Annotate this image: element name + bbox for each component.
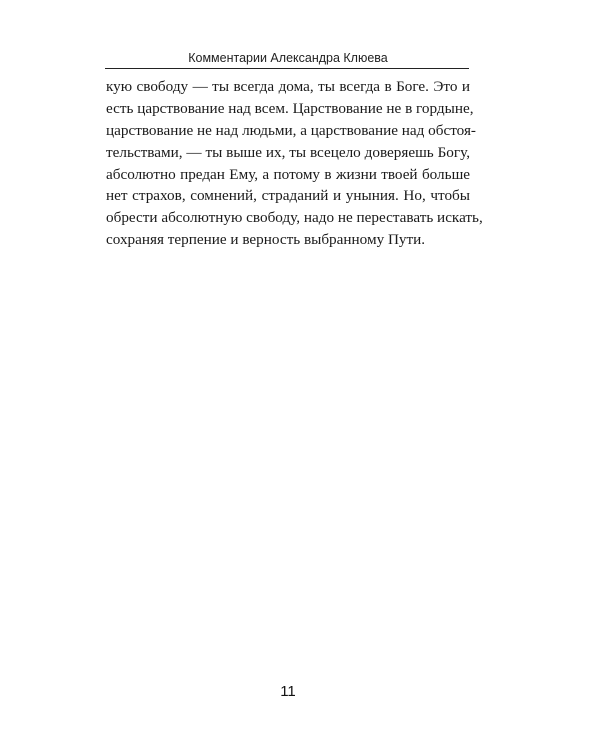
page-number: 11 bbox=[280, 683, 296, 700]
text-line: тельствами, — ты выше их, ты всецело доверяешь Богу, bbox=[106, 143, 470, 161]
text-line: царствование не над людьми, а царствование над обстоя- bbox=[106, 121, 476, 139]
text-line: сохраняя терпение и верность выбранному Пути. bbox=[106, 231, 426, 249]
text-line: кую свободу — ты всегда дома, ты всегда в Боге. Это и bbox=[106, 78, 470, 95]
text-line: абсолютно предан Ему, а потому в жизни твоей больше bbox=[106, 165, 470, 183]
text-line: нет страхов, сомнений, страданий и уныния. Но, чтобы bbox=[106, 187, 470, 205]
text-line: обрести абсолютную свободу, надо не переставать искать, bbox=[106, 209, 483, 227]
running-header: Комментарии Александра Клюева bbox=[188, 51, 388, 65]
header-rule bbox=[105, 68, 469, 69]
text-line: есть царствование над всем. Царствование не в гордыне, bbox=[106, 99, 474, 117]
body-paragraph bbox=[106, 76, 483, 251]
